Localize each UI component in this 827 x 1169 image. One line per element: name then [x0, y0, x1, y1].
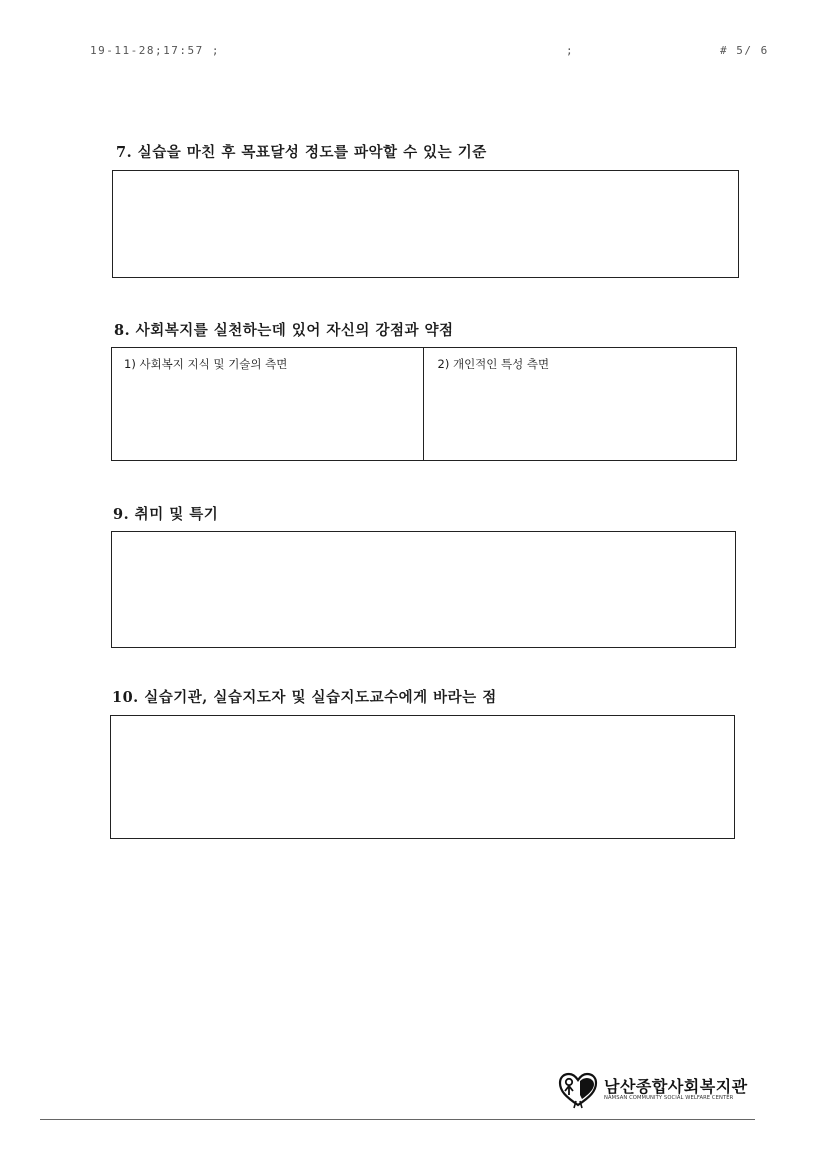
fax-separator: ;	[566, 44, 575, 57]
footer-divider	[40, 1119, 755, 1120]
section-7-answer-box[interactable]	[112, 170, 739, 278]
section-8-knowledge-cell[interactable]	[112, 348, 423, 460]
section-7-title: 7. 실습을 마친 후 목표달성 정도를 파악할 수 있는 기준	[116, 144, 487, 161]
section-9-title: 9. 취미 및 특기	[113, 506, 219, 523]
section-10-title: 10. 실습기관, 실습지도자 및 실습지도교수에게 바라는 점	[112, 689, 497, 706]
section-10-answer-box[interactable]	[110, 715, 735, 839]
section-9-answer-box[interactable]	[111, 531, 736, 648]
fax-timestamp: 19-11-28;17:57 ;	[90, 44, 220, 57]
heart-people-icon	[558, 1071, 598, 1109]
section-8-knowledge-label: 1) 사회복지 지식 및 기술의 측면	[124, 357, 288, 371]
section-8-personal-cell[interactable]	[423, 348, 737, 460]
center-name: 남산종합사회복지관	[604, 1077, 748, 1096]
section-8-answer-table	[111, 347, 737, 461]
section-8-personal-label: 2) 개인적인 특성 측면	[437, 357, 550, 371]
fax-header	[0, 44, 827, 60]
section-8-title: 8. 사회복지를 실천하는데 있어 자신의 강점과 약점	[114, 322, 454, 339]
fax-page-indicator: # 5/ 6	[720, 44, 769, 57]
center-logo	[558, 1071, 758, 1111]
center-subtitle: NAMSAN COMMUNITY SOCIAL WELFARE CENTER	[604, 1095, 734, 1101]
